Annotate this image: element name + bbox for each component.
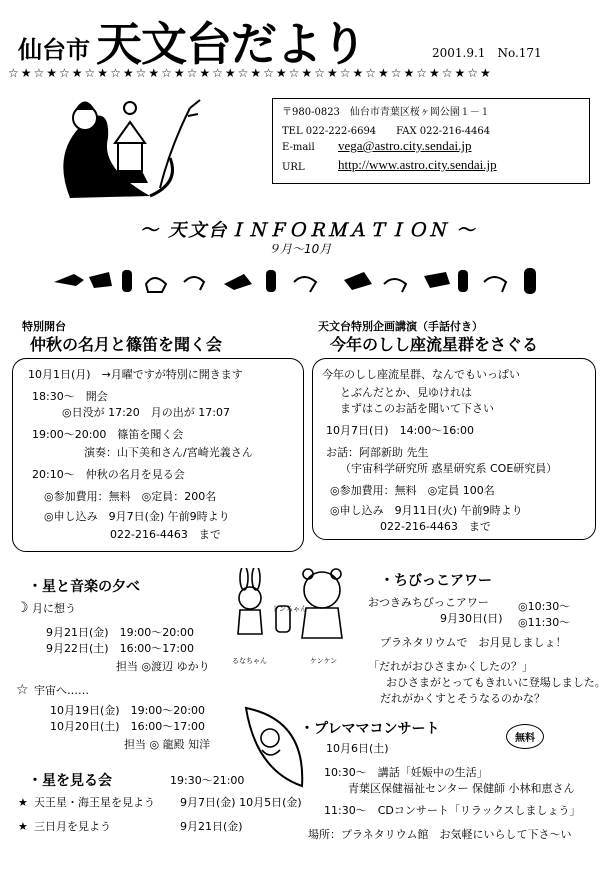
event1-line: ◎申し込み 9月7日(金) 午前9時より (44, 510, 230, 523)
stars-watch-title: ・星を見る会 (28, 773, 112, 789)
moon-viewing-illustration (30, 88, 210, 198)
event1-line: 10月1日(月) →月曜ですが特別に開きます (28, 368, 243, 381)
space-line: 10月19日(金) 19:00～20:00 (50, 704, 205, 717)
stars-watch-date: 9月7日(金) 10月5日(金) (180, 796, 302, 809)
chibikko-line: だれがかくすとそうなるのかな？ (380, 692, 545, 705)
stars-watch-mark: ★ (18, 796, 28, 809)
info-period: ９月～10月 (268, 242, 332, 256)
event1-line: 20:10～ 仲秋の名月を見る会 (32, 468, 185, 481)
website-link[interactable]: http://www.astro.city.sendai.jp (338, 157, 497, 172)
issue-number: 2001.9.1 No.171 (432, 46, 542, 60)
premama-line: 11:30～ CDコンサート「リラックスしましょう」 (324, 804, 581, 817)
moon-icon: ☽ (16, 600, 29, 616)
chibikko-line: おつきみちびっこアワー (368, 596, 489, 609)
event1-tag: 特別開台 (22, 320, 66, 333)
chibikko-line: プラネタリウムで お月見しましょ！ (380, 636, 567, 649)
event2-line: 10月7日(日) 14:00～16:00 (326, 424, 474, 437)
chibikko-line: 「だれがおひさまかくしたの？」 (368, 660, 533, 673)
email-label: E-mail (282, 142, 315, 153)
moon-line: 9月22日(土) 16:00～17:00 (46, 642, 194, 655)
star-icon: ☆ (16, 682, 29, 698)
premama-line: 青葉区保健福祉センター 保健師 小林和恵さん (348, 782, 575, 795)
event2-line: 今年のしし座流星群、なんでもいっぱい (322, 368, 520, 381)
city-label: 仙台市 (18, 36, 90, 64)
contact-tel-fax: TEL 022-222-6694 FAX 022-216-4464 (282, 126, 491, 137)
space-title: 宇宙へ…… (34, 684, 89, 697)
event2-line: 022-216-4463 まで (380, 520, 491, 533)
event2-tag: 天文台特別企画講演（手話付き） (318, 320, 483, 333)
event1-line: ◎日没が 17:20 月の出が 17:07 (62, 406, 230, 419)
music-title: ・星と音楽の夕べ (28, 579, 140, 595)
char-name-don: ドンちゃん (272, 605, 307, 613)
chibikko-line: ◎10:30～ (518, 600, 571, 613)
moon-line: 9月21日(金) 19:00～20:00 (46, 626, 194, 639)
chibikko-line: おひさまがとってもきれいに登場しました。 (386, 676, 606, 689)
stars-watch-mark: ★ (18, 820, 28, 833)
free-badge: 無料 (506, 724, 544, 749)
event1-line: 演奏：山下美和さん/宮崎光義さん (84, 446, 253, 459)
decorative-creature-border (54, 262, 554, 302)
event1-line: 022-216-4463 まで (110, 528, 221, 541)
email-link[interactable]: vega@astro.city.sendai.jp (338, 138, 472, 153)
stars-watch-date: 9月21日(金) (180, 820, 243, 833)
event2-title: 今年のしし座流星群をさぐる (330, 335, 539, 354)
space-line: 担当 ◎ 龍殿 知洋 (124, 738, 211, 751)
chibikko-title: ・ちびっこアワー (380, 573, 492, 589)
newsletter-title: 天文台だより (96, 17, 366, 71)
event2-line: ◎申し込み 9月11日(火) 午前9時より (330, 504, 523, 517)
stars-watch-label: 三日月を見よう (34, 820, 111, 833)
stars-watch-label: 天王星・海王星を見よう (34, 796, 155, 809)
event1-line: 19:00～20:00 篠笛を聞く会 (32, 428, 184, 441)
baby-illustration (236, 700, 312, 790)
event1-line: ◎参加費用：無料 ◎定員：200名 (44, 490, 217, 503)
contact-address: 〒980-0823 仙台市青葉区桜ヶ岡公園１－１ (282, 107, 490, 118)
event1-title: 仲秋の名月と篠笛を聞く会 (30, 335, 223, 354)
premama-title: ・プレママコンサート (300, 721, 440, 737)
event2-line: まずはこのお話を聞いて下さい (340, 402, 494, 415)
event2-line: ◎参加費用：無料 ◎定員 100名 (330, 484, 495, 497)
event2-line: （宇宙科学研究所 惑星研究系 COE研究員） (340, 462, 558, 475)
info-title: ～ 天文台ＩＮＦＯＲＭＡＴＩＯＮ ～ (140, 220, 477, 241)
url-label: URL (282, 162, 305, 173)
premama-line: 場所：プラネタリウム館 お気軽にいらして下さ～い (308, 828, 572, 841)
event2-line: お話：阿部新助 先生 (326, 446, 429, 459)
chibikko-line: 9月30日(日) (440, 612, 503, 625)
moon-title: 月に想う (32, 602, 76, 615)
char-name-luna: るなちゃん (232, 657, 267, 665)
event2-line: とぶんだとか、見ゆけれは (340, 386, 472, 399)
char-name-ken: ケンケン (310, 657, 338, 665)
space-line: 10月20日(土) 16:00～17:00 (50, 720, 205, 733)
stars-watch-time: 19:30～21:00 (170, 774, 245, 787)
star-border: ☆★☆★☆★☆★☆★☆★☆★☆★☆★☆★☆★☆★☆★☆★☆★☆★☆★☆★☆★ (8, 66, 493, 80)
premama-line: 10:30～ 講話「妊娠中の生活」 (324, 766, 488, 779)
premama-line: 10月6日(土) (326, 742, 389, 755)
chibikko-line: ◎11:30～ (518, 616, 571, 629)
event1-line: 18:30～ 開会 (32, 390, 108, 403)
moon-line: 担当 ◎渡辺 ゆかり (116, 660, 210, 673)
